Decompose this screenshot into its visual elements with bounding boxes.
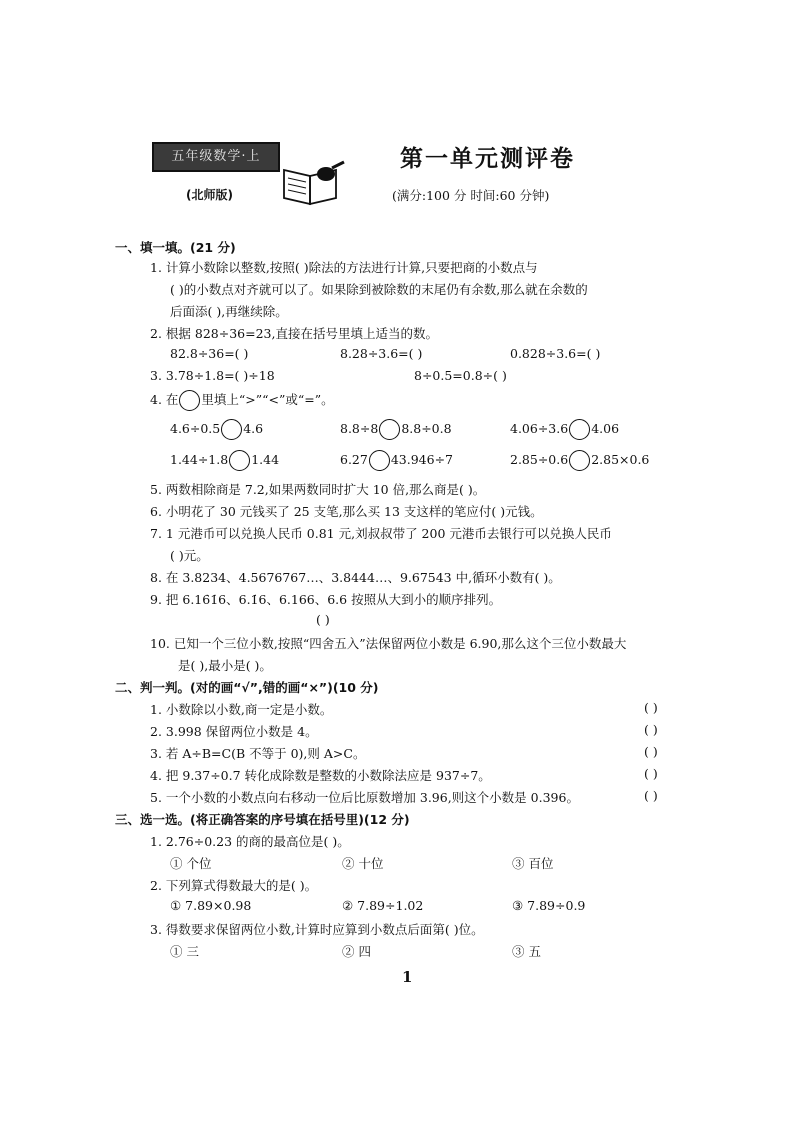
q3-item-b: 8÷0.5=0.8÷( ) bbox=[414, 368, 507, 383]
answer-circle[interactable] bbox=[379, 419, 400, 440]
answer-circle[interactable] bbox=[179, 390, 200, 411]
choice-option: ① 三 bbox=[170, 944, 199, 959]
choice-option: ② 四 bbox=[342, 944, 371, 959]
compare-item bbox=[340, 450, 453, 471]
compare-item bbox=[170, 419, 263, 440]
q10-line2: 是( ),最小是( )。 bbox=[178, 658, 272, 673]
section-fill-heading: 一、填一填。(21 分) bbox=[115, 240, 236, 255]
book-illustration-icon bbox=[280, 160, 350, 208]
choice-option: ② 十位 bbox=[342, 856, 384, 871]
judge-item: 4. 把 9.37÷0.7 转化成除数是整数的小数除法应是 937÷7。 bbox=[150, 768, 491, 783]
choice-question: 3. 得数要求保留两位小数,计算时应算到小数点后面第( )位。 bbox=[150, 922, 484, 937]
judge-item: 3. 若 A÷B=C(B 不等于 0),则 A>C。 bbox=[150, 746, 366, 761]
compare-right: 2.85×0.6 bbox=[591, 452, 650, 467]
q1-line3: 后面添( ),再继续除。 bbox=[170, 304, 288, 319]
q4-post: 里填上“>”“<”或“=”。 bbox=[201, 392, 334, 407]
compare-right: 1.44 bbox=[251, 452, 280, 467]
choice-option: ① 7.89×0.98 bbox=[170, 898, 252, 913]
edition-label: (北师版) bbox=[186, 188, 233, 202]
judge-item: 2. 3.998 保留两位小数是 4。 bbox=[150, 724, 318, 739]
judge-answer-paren: ( ) bbox=[644, 700, 658, 715]
choice-question: 2. 下列算式得数最大的是( )。 bbox=[150, 878, 318, 893]
judge-item: 1. 小数除以小数,商一定是小数。 bbox=[150, 702, 333, 717]
compare-left: 8.8÷8 bbox=[340, 421, 379, 436]
compare-left: 4.06÷3.6 bbox=[510, 421, 569, 436]
page-number: 1 bbox=[402, 968, 413, 986]
choice-option: ③ 7.89÷0.9 bbox=[512, 898, 586, 913]
q8-text: 8. 在 3.8234、4.5676767…、3.8444…、9.67543 中,循环小数有( )。 bbox=[150, 570, 561, 585]
choice-option: ③ 百位 bbox=[512, 856, 554, 871]
q9-text: 9. 把 6.16̇1̇6、6.1̇6、6.166、6.6 按照从大到小的顺序排列。 bbox=[150, 592, 502, 607]
q2-item-b: 8.28÷3.6=( ) bbox=[340, 346, 423, 361]
q2-item-c: 0.828÷3.6=( ) bbox=[510, 346, 601, 361]
q1-line2: ( )的小数点对齐就可以了。如果除到被除数的末尾仍有余数,那么就在余数的 bbox=[170, 282, 588, 297]
q4-instruction bbox=[150, 390, 334, 411]
q6-text: 6. 小明花了 30 元钱买了 25 支笔,那么买 13 支这样的笔应付( )元钱。 bbox=[150, 504, 543, 519]
q2-text: 2. 根据 828÷36=23,直接在括号里填上适当的数。 bbox=[150, 326, 438, 341]
choice-option: ① 个位 bbox=[170, 856, 212, 871]
answer-circle[interactable] bbox=[229, 450, 250, 471]
compare-item bbox=[340, 419, 452, 440]
q7-line1: 7. 1 元港币可以兑换人民币 0.81 元,刘叔叔带了 200 元港币去银行可以兑换人民币 bbox=[150, 526, 612, 541]
q2-item-a: 82.8÷36=( ) bbox=[170, 346, 249, 361]
judge-item: 5. 一个小数的小数点向右移动一位后比原数增加 3.96,则这个小数是 0.396。 bbox=[150, 790, 579, 805]
compare-left: 1.44÷1.8 bbox=[170, 452, 229, 467]
compare-right: 4.6 bbox=[243, 421, 264, 436]
q7-line2: ( )元。 bbox=[170, 548, 209, 563]
q4-pre: 4. 在 bbox=[150, 392, 179, 407]
choice-option: ③ 五 bbox=[512, 944, 541, 959]
q9-answer-paren: ( ) bbox=[316, 612, 330, 627]
page-title: 第一单元测评卷 bbox=[400, 146, 575, 172]
compare-right: 8.8÷0.8 bbox=[401, 421, 452, 436]
answer-circle[interactable] bbox=[569, 450, 590, 471]
compare-left: 4.6÷0.5 bbox=[170, 421, 221, 436]
compare-right: 4.06 bbox=[591, 421, 620, 436]
grade-badge: 五年级数学·上 bbox=[152, 142, 280, 172]
section-choice-heading: 三、选一选。(将正确答案的序号填在括号里)(12 分) bbox=[115, 812, 410, 827]
answer-circle[interactable] bbox=[369, 450, 390, 471]
compare-item bbox=[510, 419, 619, 440]
compare-item bbox=[170, 450, 279, 471]
judge-answer-paren: ( ) bbox=[644, 744, 658, 759]
compare-left: 6.27 bbox=[340, 452, 368, 467]
q5-text: 5. 两数相除商是 7.2,如果两数同时扩大 10 倍,那么商是( )。 bbox=[150, 482, 486, 497]
answer-circle[interactable] bbox=[221, 419, 242, 440]
compare-left: 2.85÷0.6 bbox=[510, 452, 569, 467]
judge-answer-paren: ( ) bbox=[644, 766, 658, 781]
q1-line1: 1. 计算小数除以整数,按照( )除法的方法进行计算,只要把商的小数点与 bbox=[150, 260, 538, 275]
answer-circle[interactable] bbox=[569, 419, 590, 440]
compare-right: 43.946÷7 bbox=[390, 452, 454, 467]
q3-item-a: 3. 3.78÷1.8=( )÷18 bbox=[150, 368, 275, 383]
choice-question: 1. 2.76÷0.23 的商的最高位是( )。 bbox=[150, 834, 350, 849]
choice-option: ② 7.89÷1.02 bbox=[342, 898, 424, 913]
q10-line1: 10. 已知一个三位小数,按照“四舍五入”法保留两位小数是 6.90,那么这个三位小数最大 bbox=[150, 636, 627, 651]
exam-meta: (满分:100 分 时间:60 分钟) bbox=[392, 188, 550, 203]
judge-answer-paren: ( ) bbox=[644, 788, 658, 803]
compare-item bbox=[510, 450, 649, 471]
section-judge-heading: 二、判一判。(对的画“√”,错的画“×”)(10 分) bbox=[115, 680, 379, 695]
judge-answer-paren: ( ) bbox=[644, 722, 658, 737]
